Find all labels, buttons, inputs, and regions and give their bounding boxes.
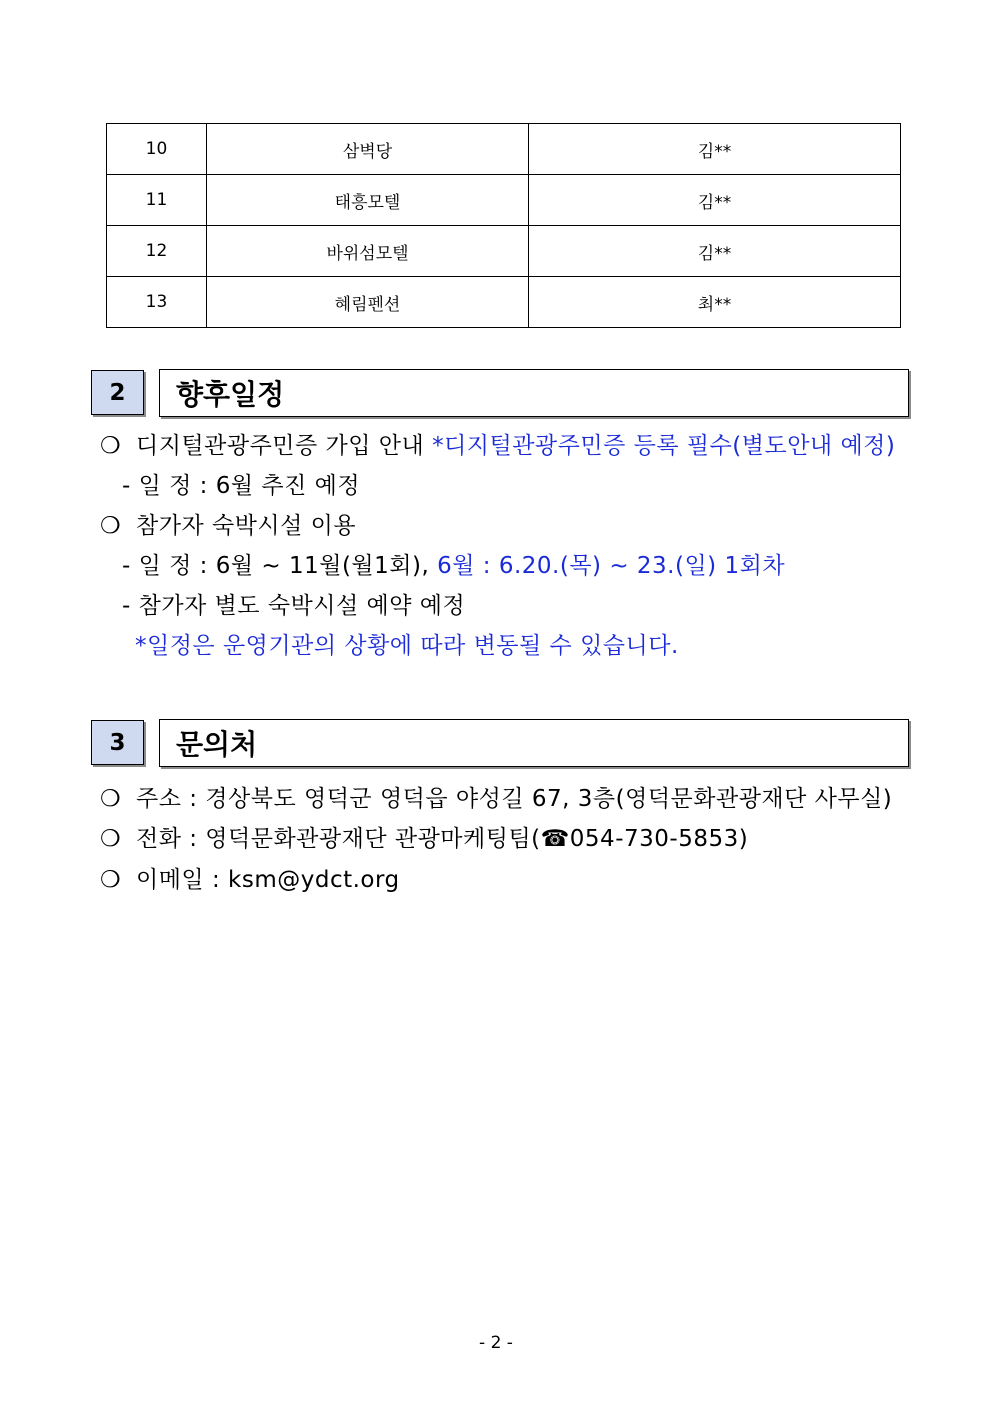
- row-number: 10: [107, 124, 207, 175]
- owner-name: 김**: [529, 124, 901, 175]
- bullet-note: *디지털관광주민증 등록 필수(별도안내 예정): [432, 433, 896, 459]
- table-row: [107, 277, 901, 328]
- circle-bullet-icon: ❍: [100, 826, 122, 852]
- circle-bullet-icon: ❍: [100, 867, 122, 893]
- schedule-bullet-1: [100, 431, 895, 461]
- schedule-bullet-2: [100, 511, 356, 541]
- schedule-bullet-1-detail: - 일 정 : 6월 추진 예정: [122, 473, 361, 499]
- schedule-bullet-2-detail-1: [122, 551, 785, 581]
- accommodation-name: 혜림펜션: [207, 277, 529, 328]
- circle-bullet-icon: ❍: [100, 786, 122, 812]
- schedule-bullet-2-detail-2: - 참가자 별도 숙박시설 예약 예정: [122, 593, 466, 619]
- row-number: 11: [107, 175, 207, 226]
- accommodation-name: 태흥모텔: [207, 175, 529, 226]
- detail-note: 6월 : 6.20.(목) ~ 23.(일) 1회차: [437, 553, 786, 579]
- contact-text: 전화 : 영덕문화관광재단 관광마케팅팀(☎054-730-5853): [136, 826, 749, 852]
- accommodation-table: [106, 123, 901, 328]
- circle-bullet-icon: ❍: [100, 513, 122, 539]
- schedule-change-note: *일정은 운영기관의 상황에 따라 변동될 수 있습니다.: [135, 633, 679, 659]
- owner-name: 김**: [529, 175, 901, 226]
- contact-phone: [100, 824, 748, 854]
- contact-email: [100, 865, 400, 895]
- table-row: [107, 124, 901, 175]
- bullet-text: 참가자 숙박시설 이용: [136, 513, 357, 539]
- accommodation-name: 삼벽당: [207, 124, 529, 175]
- table-row: [107, 175, 901, 226]
- detail-text: - 일 정 : 6월 ~ 11월(월1회),: [122, 553, 438, 579]
- accommodation-name: 바위섬모텔: [207, 226, 529, 277]
- row-number: 13: [107, 277, 207, 328]
- section-2-number: 2: [91, 370, 144, 415]
- circle-bullet-icon: ❍: [100, 433, 122, 459]
- page-number: - 2 -: [479, 1333, 513, 1353]
- row-number: 12: [107, 226, 207, 277]
- owner-name: 김**: [529, 226, 901, 277]
- owner-name: 최**: [529, 277, 901, 328]
- section-2-title: 향후일정: [159, 369, 909, 417]
- table-row: [107, 226, 901, 277]
- bullet-text: 디지털관광주민증 가입 안내: [136, 433, 433, 459]
- contact-text: 주소 : 경상북도 영덕군 영덕읍 야성길 67, 3층(영덕문화관광재단 사무실): [136, 786, 893, 812]
- contact-text: 이메일 : ksm@ydct.org: [136, 867, 400, 893]
- section-3-number: 3: [91, 720, 144, 765]
- section-3-title: 문의처: [159, 719, 909, 767]
- contact-address: [100, 784, 892, 814]
